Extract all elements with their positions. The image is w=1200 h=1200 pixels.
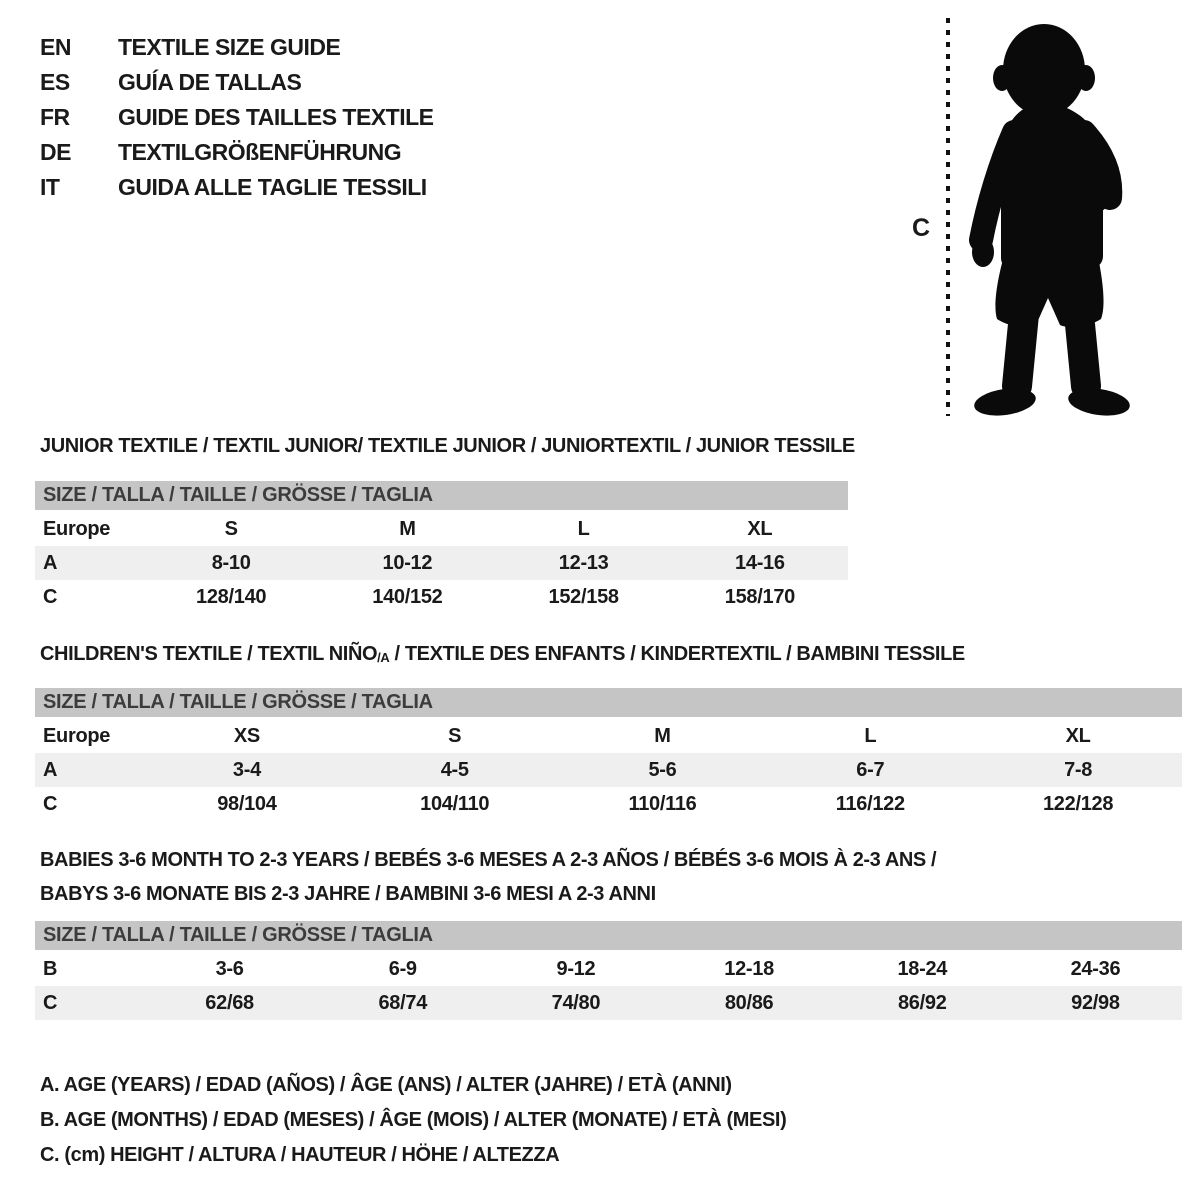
- value-cell: 6-9: [388, 957, 417, 980]
- language-row-it: [40, 170, 434, 205]
- measurement-legend: [40, 1068, 786, 1173]
- row-label: C: [43, 991, 58, 1014]
- language-code: FR: [40, 104, 70, 130]
- size-cell: L: [864, 724, 877, 747]
- row-label: A: [43, 551, 58, 574]
- value-cell: 62/68: [205, 991, 254, 1014]
- value-cell: 9-12: [556, 957, 596, 980]
- value-cell: 98/104: [217, 792, 277, 815]
- junior-size-header: SIZE / TALLA / TAILLE / GRÖSSE / TAGLIA: [35, 481, 848, 510]
- value-cell: 122/128: [1042, 792, 1114, 815]
- value-cell: 18-24: [897, 957, 948, 980]
- value-cell: 6-7: [856, 758, 885, 781]
- value-cell: 4-5: [440, 758, 469, 781]
- value-cell: 92/98: [1071, 991, 1120, 1014]
- legend-height-cm: C. (cm) HEIGHT / ALTURA / HAUTEUR / HÖHE / ALTEZZA: [40, 1144, 560, 1166]
- value-cell: 116/122: [835, 792, 905, 815]
- value-cell: 104/110: [420, 792, 490, 815]
- value-cell: 14-16: [735, 551, 785, 574]
- language-code: IT: [40, 174, 60, 200]
- row-label: C: [43, 792, 58, 815]
- babies-section-title-line1: BABIES 3-6 MONTH TO 2-3 YEARS / BEBÉS 3-6 MESES A 2-3 AÑOS / BÉBÉS 3-6 MOIS À 2-3 ANS /: [40, 849, 937, 871]
- size-cell: XL: [747, 517, 773, 540]
- table-row: [35, 580, 848, 614]
- value-cell: 74/80: [551, 991, 601, 1014]
- children-title-prefix: CHILDREN'S TEXTILE / TEXTIL NIÑO: [40, 643, 378, 665]
- babies-size-table: [35, 921, 1182, 1020]
- language-row-es: [40, 65, 434, 100]
- size-cell: XS: [233, 724, 260, 747]
- value-cell: 86/92: [897, 991, 947, 1014]
- size-cell: S: [224, 517, 238, 540]
- value-cell: 152/158: [548, 585, 619, 608]
- table-row: [35, 986, 1182, 1020]
- language-row-en: [40, 30, 434, 65]
- value-cell: 5-6: [648, 758, 677, 781]
- language-row-de: [40, 135, 434, 170]
- children-size-header: SIZE / TALLA / TAILLE / GRÖSSE / TAGLIA: [35, 688, 1182, 717]
- babies-section-title-line2: BABYS 3-6 MONATE BIS 2-3 JAHRE / BAMBINI 3-6 MESI A 2-3 ANNI: [40, 883, 656, 905]
- guide-title-es: GUÍA DE TALLAS: [118, 69, 302, 95]
- row-label: C: [43, 585, 58, 608]
- value-cell: 7-8: [1064, 758, 1093, 781]
- guide-title-en: TEXTILE SIZE GUIDE: [118, 34, 341, 60]
- value-cell: 24-36: [1070, 957, 1121, 980]
- value-cell: 8-10: [211, 551, 251, 574]
- row-label: B: [43, 957, 58, 980]
- table-row: [35, 546, 848, 580]
- table-row: [35, 719, 1182, 753]
- language-code: EN: [40, 34, 71, 60]
- language-row-fr: [40, 100, 434, 135]
- junior-size-table: [35, 481, 848, 614]
- value-cell: 3-4: [232, 758, 261, 781]
- table-row: [35, 512, 848, 546]
- value-cell: 140/152: [372, 585, 443, 608]
- guide-title-fr: GUIDE DES TAILLES TEXTILE: [118, 104, 434, 130]
- size-cell: M: [399, 517, 416, 540]
- language-code: DE: [40, 139, 71, 165]
- row-label: A: [43, 758, 58, 781]
- language-title-list: [40, 30, 434, 205]
- size-cell: S: [448, 724, 462, 747]
- height-dashed-line-icon: [944, 18, 952, 416]
- size-cell: L: [577, 517, 590, 540]
- value-cell: 12-13: [558, 551, 609, 574]
- children-title-suffix: / TEXTILE DES ENFANTS / KINDERTEXTIL / BAMBINI TESSILE: [389, 643, 965, 665]
- toddler-silhouette-icon: [960, 14, 1142, 420]
- value-cell: 128/140: [196, 585, 267, 608]
- row-label: Europe: [43, 724, 111, 747]
- value-cell: 10-12: [382, 551, 433, 574]
- children-section-title: [40, 642, 965, 670]
- babies-size-header: SIZE / TALLA / TAILLE / GRÖSSE / TAGLIA: [35, 921, 1182, 950]
- table-row: [35, 952, 1182, 986]
- size-cell: M: [654, 724, 671, 747]
- children-size-table: [35, 688, 1182, 821]
- language-code: ES: [40, 69, 70, 95]
- table-row: [35, 753, 1182, 787]
- children-title-sub: /A: [377, 650, 390, 665]
- value-cell: 110/116: [628, 792, 697, 815]
- row-label: Europe: [43, 517, 111, 540]
- legend-age-months: B. AGE (MONTHS) / EDAD (MESES) / ÂGE (MOIS) / ALTER (MONATE) / ETÀ (MESI): [40, 1109, 787, 1131]
- value-cell: 158/170: [724, 585, 795, 608]
- value-cell: 68/74: [378, 991, 428, 1014]
- value-cell: 12-18: [724, 957, 774, 980]
- table-row: [35, 787, 1182, 821]
- guide-title-de: TEXTILGRÖßENFÜHRUNG: [118, 139, 402, 165]
- value-cell: 80/86: [724, 991, 774, 1014]
- guide-title-it: GUIDA ALLE TAGLIE TESSILI: [118, 174, 427, 200]
- value-cell: 3-6: [215, 957, 244, 980]
- height-measure-label: C: [912, 214, 931, 242]
- size-cell: XL: [1065, 724, 1091, 747]
- legend-age-years: A. AGE (YEARS) / EDAD (AÑOS) / ÂGE (ANS) / ALTER (JAHRE) / ETÀ (ANNI): [40, 1074, 732, 1096]
- junior-section-title: JUNIOR TEXTILE / TEXTIL JUNIOR/ TEXTILE JUNIOR / JUNIORTEXTIL / JUNIOR TESSILE: [40, 435, 855, 457]
